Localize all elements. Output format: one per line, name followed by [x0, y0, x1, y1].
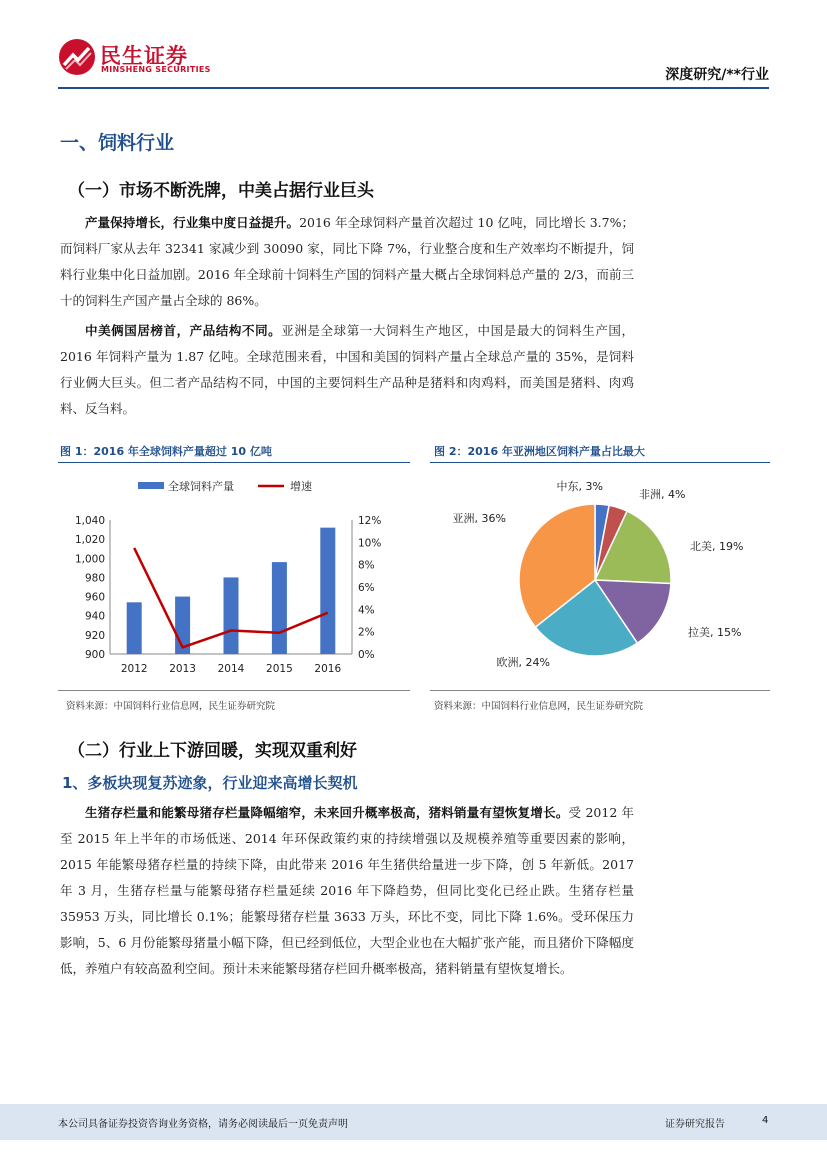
y-left-tick-label: 1,040 — [74, 515, 105, 527]
y-right-tick-label: 2% — [358, 626, 375, 639]
subsection-title-3: 1、多板块现复苏迹象，行业迎来高增长契机 — [62, 774, 358, 792]
figure-2-rule — [430, 462, 770, 463]
paragraph-1-lead: 产量保持增长，行业集中度日益提升。 — [85, 215, 300, 230]
y-right-tick-label: 10% — [358, 537, 382, 550]
figure-1-title: 图 1：2016 年全球饲料产量超过 10 亿吨 — [60, 445, 272, 458]
y-right-tick-label: 8% — [358, 559, 375, 572]
x-tick-label: 2015 — [266, 663, 293, 675]
subsection-title-2: （二）行业上下游回暖，实现双重利好 — [68, 741, 357, 761]
report-type: 深度研究/**行业 — [665, 67, 769, 83]
paragraph-1-text: 2016 年全球饲料产量首次超过 10 亿吨，同比增长 3.7%；而饲料厂家从去年 32341 家减少到 30090 家，同比下降 7%，行业整合度和生产效率均不断提升，饲料行业集中化日益加剧。2016 年全球前十饲料生产国的饲料产量大概占全球饲料总产量的 2/3，而前三十的饲料生产国产量占全球的 86%。 — [60, 215, 634, 308]
figure-1-rule — [58, 462, 410, 463]
paragraph-2-lead: 中美俩国居榜首，产品结构不同。 — [85, 323, 282, 338]
figure-1-chart — [60, 468, 410, 690]
minsheng-logo-icon — [58, 38, 96, 76]
x-tick-label: 2012 — [120, 663, 148, 675]
header-divider — [58, 87, 769, 89]
figure-1-source: 资料来源：中国饲料行业信息网，民生证券研究院 — [66, 701, 276, 712]
bar — [224, 577, 239, 654]
figure-2-title: 图 2：2016 年亚洲地区饲料产量占比最大 — [434, 445, 645, 458]
y-left-tick-label: 1,000 — [74, 553, 105, 566]
logo-text-cn: 民生证券 — [100, 44, 188, 68]
pie-label: 中东, 3% — [556, 480, 603, 493]
legend-label-line: 增速 — [290, 480, 312, 493]
figure-1-bottom-rule — [58, 690, 410, 691]
pie-label: 欧洲, 24% — [496, 656, 550, 669]
y-left-tick-label: 1,020 — [74, 534, 105, 547]
footer-label: 证券研究报告 — [665, 1119, 725, 1130]
y-right-tick-label: 0% — [358, 649, 375, 661]
section-title: 一、饲料行业 — [60, 132, 175, 154]
paragraph-1 — [60, 210, 634, 314]
y-right-tick-label: 12% — [358, 515, 382, 527]
page-number: 4 — [762, 1115, 769, 1126]
pie-label: 亚洲, 36% — [452, 512, 506, 525]
y-left-tick-label: 900 — [84, 649, 105, 661]
x-tick-label: 2013 — [169, 663, 196, 675]
paragraph-3 — [60, 800, 634, 982]
paragraph-3-text: 受 2012 年至 2015 年上半年的市场低迷、2014 年环保政策约束的持续增强以及规模养殖等重要因素的影响，2015 年能繁母猪存栏量的持续下降，由此带来 2016 年生猪供给量进一步下降，创 5 年新低。2017 年 3 月，生猪存栏量与能繁母猪存栏量延续 2016 年下降趋势，但同比变化已经止跌。生猪存栏量 35953 万头，同比增长 0.1%；能繁母猪存栏量 3633 万头，环比不变，同比下降 1.6%。受环保压力影响，5、6 月份能繁母猪量小幅下降，但已经到低位，大型企业也在大幅扩张产能，而且猪价下降幅度低，养殖户有较高盈利空间。预计未来能繁母猪存栏回升概率极高，猪料销量有望恢复增长。 — [60, 805, 634, 976]
pie-label: 北美, 19% — [690, 540, 744, 553]
logo-text-en: MINSHENG SECURITIES — [101, 65, 211, 74]
y-left-tick-label: 960 — [84, 591, 105, 604]
x-tick-label: 2014 — [217, 663, 245, 675]
legend-label-bar: 全球饲料产量 — [168, 480, 234, 493]
bar — [127, 602, 142, 654]
paragraph-3-lead: 生猪存栏量和能繁母猪存栏量降幅缩窄，未来回升概率极高，猪料销量有望恢复增长。 — [85, 805, 569, 820]
legend-swatch-bar — [138, 482, 164, 489]
y-right-tick-label: 6% — [358, 582, 375, 594]
paragraph-2-text: 亚洲是全球第一大饲料生产地区，中国是最大的饲料生产国，2016 年饲料产量为 1.87 亿吨。全球范围来看，中国和美国的饲料产量占全球总产量的 35%，是饲料行业俩大巨头。但二者产品结构不同，中国的主要饲料生产品种是猪料和肉鸡料，而美国是猪料、肉鸡料、反刍料。 — [60, 323, 634, 416]
subsection-title-1: （一）市场不断洗牌，中美占据行业巨头 — [68, 181, 374, 201]
pie-label: 非洲, 4% — [639, 488, 686, 501]
pie-label: 拉美, 15% — [688, 626, 742, 639]
y-right-tick-label: 4% — [358, 604, 375, 617]
figure-2-bottom-rule — [430, 690, 770, 691]
x-tick-label: 2016 — [314, 663, 342, 675]
figure-2-source: 资料来源：中国饲料行业信息网，民生证券研究院 — [434, 701, 644, 712]
bar — [272, 562, 287, 654]
footer-disclaimer: 本公司具备证券投资咨询业务资格，请务必阅读最后一页免责声明 — [58, 1119, 348, 1130]
y-left-tick-label: 940 — [84, 610, 105, 623]
y-left-tick-label: 920 — [84, 629, 105, 642]
y-left-tick-label: 980 — [84, 572, 105, 585]
figure-2-chart — [430, 468, 770, 690]
bar — [320, 528, 335, 654]
company-logo — [58, 38, 211, 78]
paragraph-2 — [60, 318, 634, 422]
